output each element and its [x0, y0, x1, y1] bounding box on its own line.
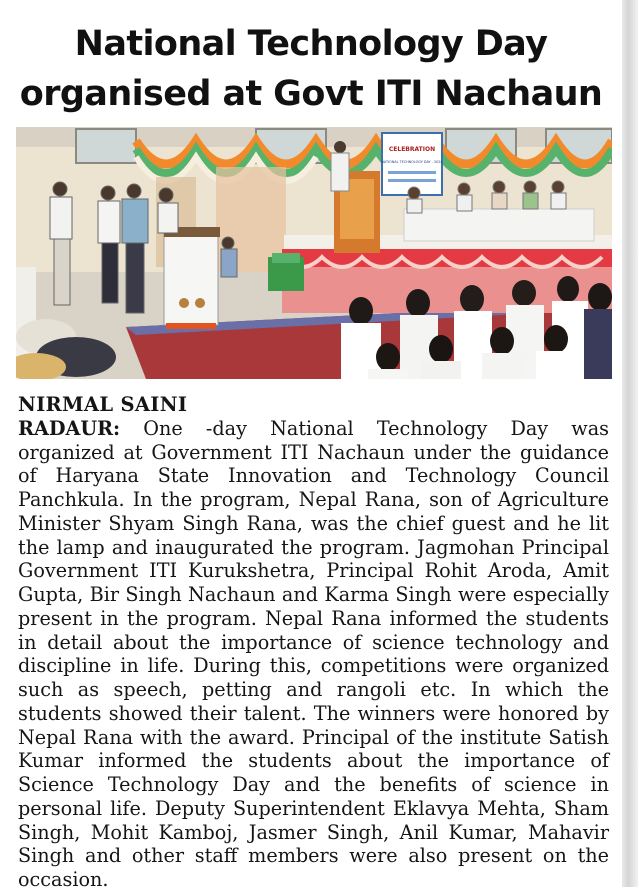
headline-line-2: organised at Govt ITI Nachaun	[19, 74, 603, 114]
banner-title: CELEBRATION	[388, 146, 436, 153]
banner-subtitle: NATIONAL TECHNOLOGY DAY - 2024	[381, 160, 443, 164]
byline: NIRMAL SAINI	[18, 393, 188, 416]
article-text: One -day National Technology Day was organized at Government ITI Nachaun under the guidance of Haryana State Innovation and Technology Council Panchkula. In the program, Nepal Rana, son of Agriculture Minister Shyam Singh Rana, was the chief guest and he lit the lamp and inaugurated the program. Jagmohan Principal Government ITI Kurukshetra, Principal Rohit Aroda, Amit Gupta, Bir Singh Nachaun and Karma Singh were especially present in the program. Nepal Rana informed the students in detail about the importance of science technology and discipline in life. During this, competitions were organized such as speech, petting and rangoli etc. In which the students showed their talent. The winners were honored by Nepal Rana with the award. Principal of the institute Satish Kumar informed the students about the importance of Science Technology Day and the benefits of science in personal life. Deputy Superintendent Eklavya Mehta, Sham Singh, Mohit Kamboj, Jasmer Singh, Anil Kumar, Mahavir Singh and other staff members were also present on the occasion.	[18, 416, 610, 891]
article-body	[18, 393, 609, 892]
page-edge	[622, 0, 638, 887]
headline-line-1: National Technology Day	[74, 24, 548, 64]
dateline: RADAUR:	[18, 416, 121, 440]
article-paragraph	[18, 417, 609, 892]
event-photo	[16, 127, 612, 379]
